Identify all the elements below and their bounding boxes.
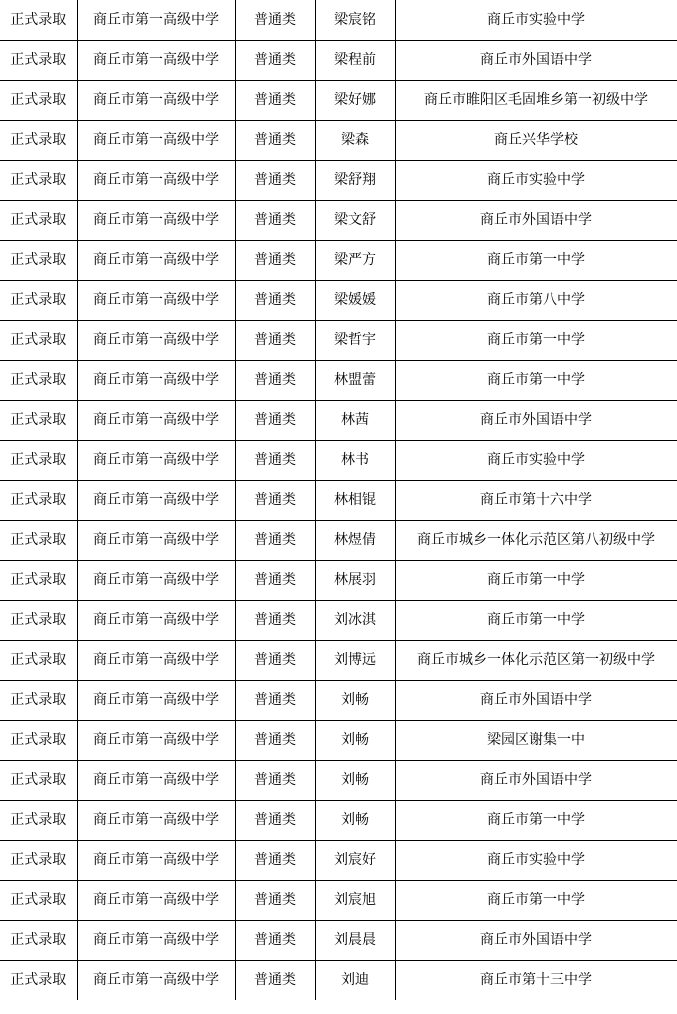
table-row <box>0 920 677 960</box>
student-name-cell: 刘迪 <box>315 960 395 1000</box>
admitted-school-cell: 商丘市第一高级中学 <box>77 160 235 200</box>
admitted-school-cell: 商丘市第一高级中学 <box>77 360 235 400</box>
admitted-school-cell: 商丘市第一高级中学 <box>77 520 235 560</box>
status-cell: 正式录取 <box>0 680 77 720</box>
category-cell: 普通类 <box>235 880 315 920</box>
table-row <box>0 720 677 760</box>
student-name-cell: 林盟蕾 <box>315 360 395 400</box>
student-name-cell: 梁媛媛 <box>315 280 395 320</box>
table-row <box>0 880 677 920</box>
table-row <box>0 160 677 200</box>
admitted-school-cell: 商丘市第一高级中学 <box>77 600 235 640</box>
status-cell: 正式录取 <box>0 800 77 840</box>
graduated-school-cell: 商丘市第一中学 <box>395 880 677 920</box>
table-row <box>0 680 677 720</box>
student-name-cell: 刘畅 <box>315 720 395 760</box>
category-cell: 普通类 <box>235 320 315 360</box>
admitted-school-cell: 商丘市第一高级中学 <box>77 400 235 440</box>
graduated-school-cell: 商丘市外国语中学 <box>395 200 677 240</box>
category-cell: 普通类 <box>235 680 315 720</box>
admitted-school-cell: 商丘市第一高级中学 <box>77 40 235 80</box>
admitted-school-cell: 商丘市第一高级中学 <box>77 200 235 240</box>
admitted-school-cell: 商丘市第一高级中学 <box>77 560 235 600</box>
status-cell: 正式录取 <box>0 720 77 760</box>
table-row <box>0 760 677 800</box>
admitted-school-cell: 商丘市第一高级中学 <box>77 120 235 160</box>
student-name-cell: 梁严方 <box>315 240 395 280</box>
admitted-school-cell: 商丘市第一高级中学 <box>77 920 235 960</box>
graduated-school-cell: 商丘市第一中学 <box>395 560 677 600</box>
graduated-school-cell: 商丘市外国语中学 <box>395 920 677 960</box>
category-cell: 普通类 <box>235 640 315 680</box>
category-cell: 普通类 <box>235 360 315 400</box>
student-name-cell: 刘宸好 <box>315 840 395 880</box>
graduated-school-cell: 商丘市外国语中学 <box>395 40 677 80</box>
category-cell: 普通类 <box>235 400 315 440</box>
admitted-school-cell: 商丘市第一高级中学 <box>77 320 235 360</box>
student-name-cell: 梁文舒 <box>315 200 395 240</box>
status-cell: 正式录取 <box>0 0 77 40</box>
admitted-school-cell: 商丘市第一高级中学 <box>77 960 235 1000</box>
admitted-school-cell: 商丘市第一高级中学 <box>77 280 235 320</box>
student-name-cell: 刘畅 <box>315 760 395 800</box>
student-name-cell: 刘博远 <box>315 640 395 680</box>
status-cell: 正式录取 <box>0 360 77 400</box>
status-cell: 正式录取 <box>0 520 77 560</box>
student-name-cell: 梁程前 <box>315 40 395 80</box>
category-cell: 普通类 <box>235 600 315 640</box>
table-row <box>0 560 677 600</box>
status-cell: 正式录取 <box>0 600 77 640</box>
status-cell: 正式录取 <box>0 400 77 440</box>
table-row <box>0 640 677 680</box>
category-cell: 普通类 <box>235 800 315 840</box>
graduated-school-cell: 商丘市第十六中学 <box>395 480 677 520</box>
status-cell: 正式录取 <box>0 760 77 800</box>
graduated-school-cell: 商丘市第一中学 <box>395 600 677 640</box>
graduated-school-cell: 商丘市外国语中学 <box>395 680 677 720</box>
graduated-school-cell: 商丘市第十三中学 <box>395 960 677 1000</box>
category-cell: 普通类 <box>235 760 315 800</box>
graduated-school-cell: 梁园区谢集一中 <box>395 720 677 760</box>
table-row <box>0 480 677 520</box>
graduated-school-cell: 商丘市外国语中学 <box>395 760 677 800</box>
category-cell: 普通类 <box>235 80 315 120</box>
category-cell: 普通类 <box>235 560 315 600</box>
student-name-cell: 林煜倩 <box>315 520 395 560</box>
table-row <box>0 200 677 240</box>
graduated-school-cell: 商丘市实验中学 <box>395 440 677 480</box>
status-cell: 正式录取 <box>0 80 77 120</box>
student-name-cell: 林相锟 <box>315 480 395 520</box>
status-cell: 正式录取 <box>0 440 77 480</box>
status-cell: 正式录取 <box>0 640 77 680</box>
admitted-school-cell: 商丘市第一高级中学 <box>77 440 235 480</box>
student-name-cell: 林书 <box>315 440 395 480</box>
status-cell: 正式录取 <box>0 880 77 920</box>
status-cell: 正式录取 <box>0 160 77 200</box>
status-cell: 正式录取 <box>0 320 77 360</box>
admitted-school-cell: 商丘市第一高级中学 <box>77 800 235 840</box>
table-row <box>0 80 677 120</box>
category-cell: 普通类 <box>235 120 315 160</box>
status-cell: 正式录取 <box>0 280 77 320</box>
category-cell: 普通类 <box>235 480 315 520</box>
admitted-school-cell: 商丘市第一高级中学 <box>77 880 235 920</box>
status-cell: 正式录取 <box>0 560 77 600</box>
category-cell: 普通类 <box>235 440 315 480</box>
student-name-cell: 刘畅 <box>315 800 395 840</box>
student-name-cell: 梁哲宇 <box>315 320 395 360</box>
table-row <box>0 440 677 480</box>
graduated-school-cell: 商丘市实验中学 <box>395 840 677 880</box>
table-row <box>0 280 677 320</box>
admitted-school-cell: 商丘市第一高级中学 <box>77 840 235 880</box>
graduated-school-cell: 商丘市第一中学 <box>395 360 677 400</box>
table-row <box>0 120 677 160</box>
table-row <box>0 360 677 400</box>
category-cell: 普通类 <box>235 280 315 320</box>
admitted-school-cell: 商丘市第一高级中学 <box>77 760 235 800</box>
student-name-cell: 刘畅 <box>315 680 395 720</box>
table-row <box>0 800 677 840</box>
student-name-cell: 梁舒翔 <box>315 160 395 200</box>
student-name-cell: 林茜 <box>315 400 395 440</box>
status-cell: 正式录取 <box>0 200 77 240</box>
table-row <box>0 840 677 880</box>
category-cell: 普通类 <box>235 240 315 280</box>
table-row <box>0 520 677 560</box>
category-cell: 普通类 <box>235 920 315 960</box>
graduated-school-cell: 商丘市第八中学 <box>395 280 677 320</box>
admitted-school-cell: 商丘市第一高级中学 <box>77 80 235 120</box>
graduated-school-cell: 商丘市第一中学 <box>395 240 677 280</box>
graduated-school-cell: 商丘市第一中学 <box>395 320 677 360</box>
graduated-school-cell: 商丘兴华学校 <box>395 120 677 160</box>
category-cell: 普通类 <box>235 520 315 560</box>
status-cell: 正式录取 <box>0 840 77 880</box>
status-cell: 正式录取 <box>0 480 77 520</box>
category-cell: 普通类 <box>235 840 315 880</box>
graduated-school-cell: 商丘市外国语中学 <box>395 400 677 440</box>
table-row <box>0 0 677 40</box>
graduated-school-cell: 商丘市第一中学 <box>395 800 677 840</box>
table-row <box>0 960 677 1000</box>
graduated-school-cell: 商丘市实验中学 <box>395 160 677 200</box>
student-name-cell: 梁森 <box>315 120 395 160</box>
category-cell: 普通类 <box>235 40 315 80</box>
table-row <box>0 240 677 280</box>
admitted-school-cell: 商丘市第一高级中学 <box>77 240 235 280</box>
table-row <box>0 400 677 440</box>
admitted-school-cell: 商丘市第一高级中学 <box>77 720 235 760</box>
status-cell: 正式录取 <box>0 240 77 280</box>
table-row <box>0 600 677 640</box>
student-name-cell: 林展羽 <box>315 560 395 600</box>
category-cell: 普通类 <box>235 960 315 1000</box>
student-name-cell: 刘冰淇 <box>315 600 395 640</box>
student-name-cell: 刘晨晨 <box>315 920 395 960</box>
category-cell: 普通类 <box>235 200 315 240</box>
admitted-school-cell: 商丘市第一高级中学 <box>77 0 235 40</box>
status-cell: 正式录取 <box>0 40 77 80</box>
category-cell: 普通类 <box>235 0 315 40</box>
graduated-school-cell: 商丘市实验中学 <box>395 0 677 40</box>
status-cell: 正式录取 <box>0 120 77 160</box>
status-cell: 正式录取 <box>0 960 77 1000</box>
category-cell: 普通类 <box>235 720 315 760</box>
student-name-cell: 梁好娜 <box>315 80 395 120</box>
admitted-school-cell: 商丘市第一高级中学 <box>77 680 235 720</box>
table-row <box>0 320 677 360</box>
category-cell: 普通类 <box>235 160 315 200</box>
graduated-school-cell: 商丘市城乡一体化示范区第一初级中学 <box>395 640 677 680</box>
student-name-cell: 梁宸铭 <box>315 0 395 40</box>
status-cell: 正式录取 <box>0 920 77 960</box>
graduated-school-cell: 商丘市睢阳区毛固堆乡第一初级中学 <box>395 80 677 120</box>
table-row <box>0 40 677 80</box>
student-name-cell: 刘宸旭 <box>315 880 395 920</box>
admitted-school-cell: 商丘市第一高级中学 <box>77 640 235 680</box>
graduated-school-cell: 商丘市城乡一体化示范区第八初级中学 <box>395 520 677 560</box>
admitted-school-cell: 商丘市第一高级中学 <box>77 480 235 520</box>
